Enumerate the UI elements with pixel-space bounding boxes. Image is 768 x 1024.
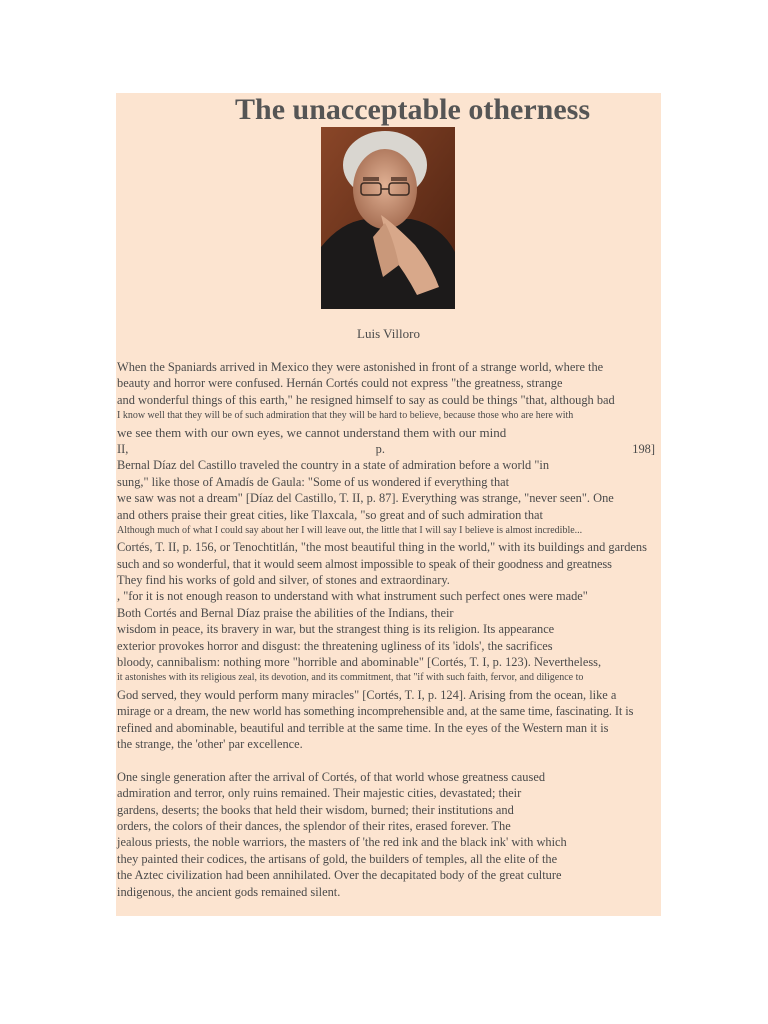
text-line: Although much of what I could say about her I will leave out, the little that I will say I believe is almost incredible... [117, 524, 583, 536]
text-line: Cortés, T. II, p. 156, or Tenochtitlán, "the most beautiful thing in the world," with its buildings and gardens [117, 540, 647, 555]
citation-part: p. [375, 441, 385, 456]
text-line: One single generation after the arrival of Cortés, of that world whose greatness caused [117, 769, 546, 784]
author-name: Luis Villoro [357, 326, 420, 341]
page-title: The unacceptable otherness [235, 93, 590, 126]
paragraph-2 [117, 769, 661, 900]
text-line: wisdom in peace, its bravery in war, but the strangest thing is its religion. Its appearance [117, 622, 555, 637]
text-line: the strange, the 'other' par excellence. [117, 736, 303, 751]
text-line: indigenous, the ancient gods remained silent. [117, 884, 341, 899]
text-line: beauty and horror were confused. Hernán Cortés could not express "the greatness, strange [117, 376, 563, 391]
text-line: God served, they would perform many miracles" [Cortés, T. I, p. 124]. Arising from the ocean, like a [117, 687, 617, 702]
text-line: sung," like those of Amadís de Gaula: "Some of us wondered if everything that [117, 474, 510, 489]
text-line: bloody, cannibalism: nothing more "horrible and abominable" [Cortés, T. I, p. 123). Nevertheless, [117, 655, 602, 670]
text-line: When the Spaniards arrived in Mexico they were astonished in front of a strange world, where the [117, 360, 604, 374]
text-line: orders, the colors of their dances, the splendor of their rites, erased forever. The [117, 818, 511, 833]
text-line: we see them with our own eyes, we cannot understand them with our mind [117, 424, 507, 440]
text-line: and others praise their great cities, like Tlaxcala, "so great and of such admiration that [117, 507, 543, 522]
article-body [117, 359, 661, 900]
author-photo [321, 127, 455, 309]
text-line: refined and abominable, beautiful and terrible at the same time. In the eyes of the Western man it is [117, 720, 609, 735]
text-line: Bernal Díaz del Castillo traveled the country in a state of admiration before a world "in [117, 458, 550, 473]
paragraph-1 [117, 359, 661, 752]
text-line: the Aztec civilization had been annihilated. Over the decapitated body of the great culture [117, 868, 562, 883]
paragraph-gap [117, 752, 661, 768]
text-line: they painted their codices, the artisans of gold, the builders of temples, all the elite of the [117, 851, 558, 866]
author-portrait-image [321, 127, 455, 309]
text-line: admiration and terror, only ruins remained. Their majestic cities, devastated; their [117, 786, 522, 801]
text-line: They find his works of gold and silver, of stones and extraordinary. [117, 573, 450, 588]
citation-part: II, [117, 441, 129, 456]
text-line: , "for it is not enough reason to understand with what instrument such perfect ones were made" [117, 589, 588, 604]
text-line: and wonderful things of this earth," he resigned himself to say as could be things "that, although bad [117, 392, 615, 407]
text-line: we saw was not a dream" [Díaz del Castillo, T. II, p. 87]. Everything was strange, "never seen". One [117, 491, 614, 506]
text-line: gardens, deserts; the books that held their wisdom, burned; their institutions and [117, 802, 514, 817]
text-line: jealous priests, the noble warriors, the masters of 'the red ink and the black ink' with which [117, 835, 567, 850]
text-line: such and so wonderful, that it would seem almost impossible to speak of their goodness and greatness [117, 556, 612, 571]
citation-part: 198] [632, 441, 655, 456]
text-line: I know well that they will be of such admiration that they will be hard to believe, because those who are here with [117, 410, 574, 422]
text-line: it astonishes with its religious zeal, its devotion, and its commitment, that "if with such faith, fervor, and diligence to [117, 672, 584, 684]
text-line: mirage or a dream, the new world has something incomprehensible and, at the same time, fascinating. It is [117, 704, 634, 719]
text-line: exterior provokes horror and disgust: the threatening ugliness of its 'idols', the sacrifices [117, 638, 553, 653]
citation-line [117, 441, 661, 457]
text-line: Both Cortés and Bernal Díaz praise the abilities of the Indians, their [117, 605, 454, 620]
